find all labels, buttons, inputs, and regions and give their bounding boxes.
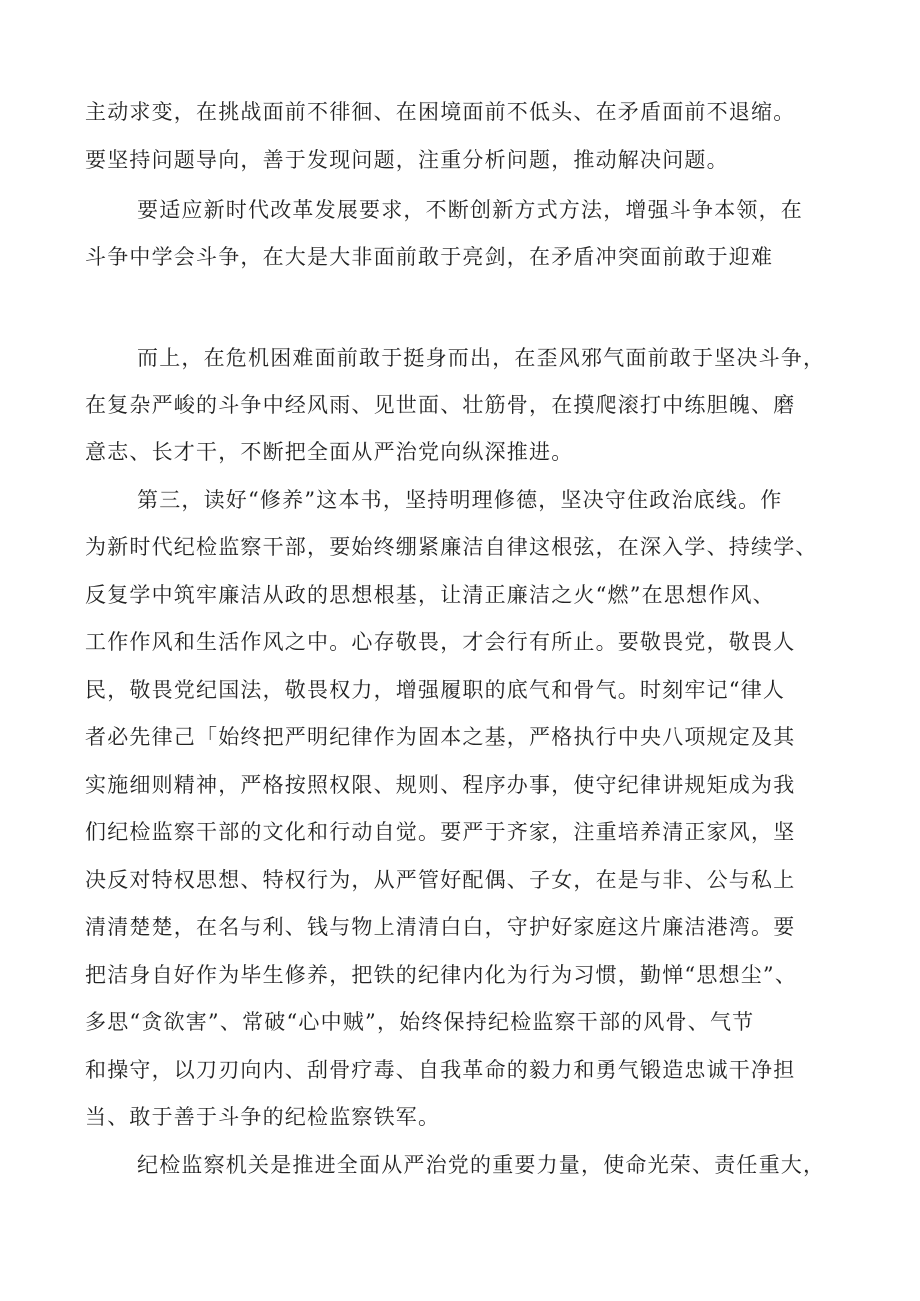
- text-line: 斗争中学会斗争，在大是大非面前敢于亮剑，在矛盾冲突面前敢于迎难: [85, 245, 774, 269]
- text-line: 民，敬畏党纪国法，敬畏权力，增强履职的底气和骨气。时刻牢记“律人: [85, 678, 786, 702]
- text-line: 清清楚楚，在名与利、钱与物上清清白白，守护好家庭这片廉洁港湾。要: [85, 915, 796, 939]
- text-line: 多思“贪欲害”、常破“心中贼”，始终保持纪检监察干部的风骨、气节: [85, 1010, 755, 1034]
- text-line: 意志、长才干，不断把全面从严治党向纵深推进。: [85, 440, 574, 464]
- text-line: 为新时代纪检监察干部，要始终绷紧廉洁自律这根弦，在深入学、持续学、: [85, 535, 818, 559]
- text-line: 者必先律己「始终把严明纪律作为固本之基，严格执行中央八项规定及其: [85, 725, 796, 749]
- text-line: 要坚持问题导向，善于发现问题，注重分析问题，推动解决问题。: [85, 148, 729, 172]
- text-line: 反复学中筑牢廉洁从政的思想根基，让清正廉洁之火“燃”在思想作风、: [85, 583, 775, 607]
- paragraph-start-line: 要适应新时代改革发展要求，不断创新方式方法，增强斗争本领，在: [137, 198, 803, 222]
- paragraph-start-line: 第三，读好“修养”这本书，坚持明理修德，坚决守住政治底线。作: [137, 488, 783, 512]
- paragraph-start-line: 纪检监察机关是推进全面从严治党的重要力量，使命光荣、责任重大，: [137, 1153, 826, 1177]
- text-line: 当、敢于善于斗争的纪检监察铁军。: [85, 1105, 441, 1129]
- text-line: 决反对特权思想、特权行为，从严管好配偶、子女，在是与非、公与私上: [85, 868, 796, 892]
- text-line: 们纪检监察干部的文化和行动自觉。要严于齐家，注重培养清正家风，坚: [85, 820, 796, 844]
- text-line: 和操守，以刀刃向内、刮骨疗毒、自我革命的毅力和勇气锻造忠诚干净担: [85, 1058, 796, 1082]
- text-line: 工作作风和生活作风之中。心存敬畏，才会行有所止。要敬畏党，敬畏人: [85, 630, 796, 654]
- text-line: 在复杂严峻的斗争中经风雨、见世面、壮筋骨，在摸爬滚打中练胆魄、磨: [85, 393, 796, 417]
- text-line: 把洁身自好作为毕生修养，把铁的纪律内化为行为习惯，勤惮“思想尘”、: [85, 963, 798, 987]
- paragraph-continuation-line: 而上，在危机困难面前敢于挺身而出，在歪风邪气面前敢于坚决斗争，: [137, 346, 826, 370]
- text-line: 实施细则精神，严格按照权限、规则、程序办事，使守纪律讲规矩成为我: [85, 773, 796, 797]
- text-line: 主动求变，在挑战面前不徘徊、在困境面前不低头、在矛盾面前不退缩。: [85, 100, 796, 124]
